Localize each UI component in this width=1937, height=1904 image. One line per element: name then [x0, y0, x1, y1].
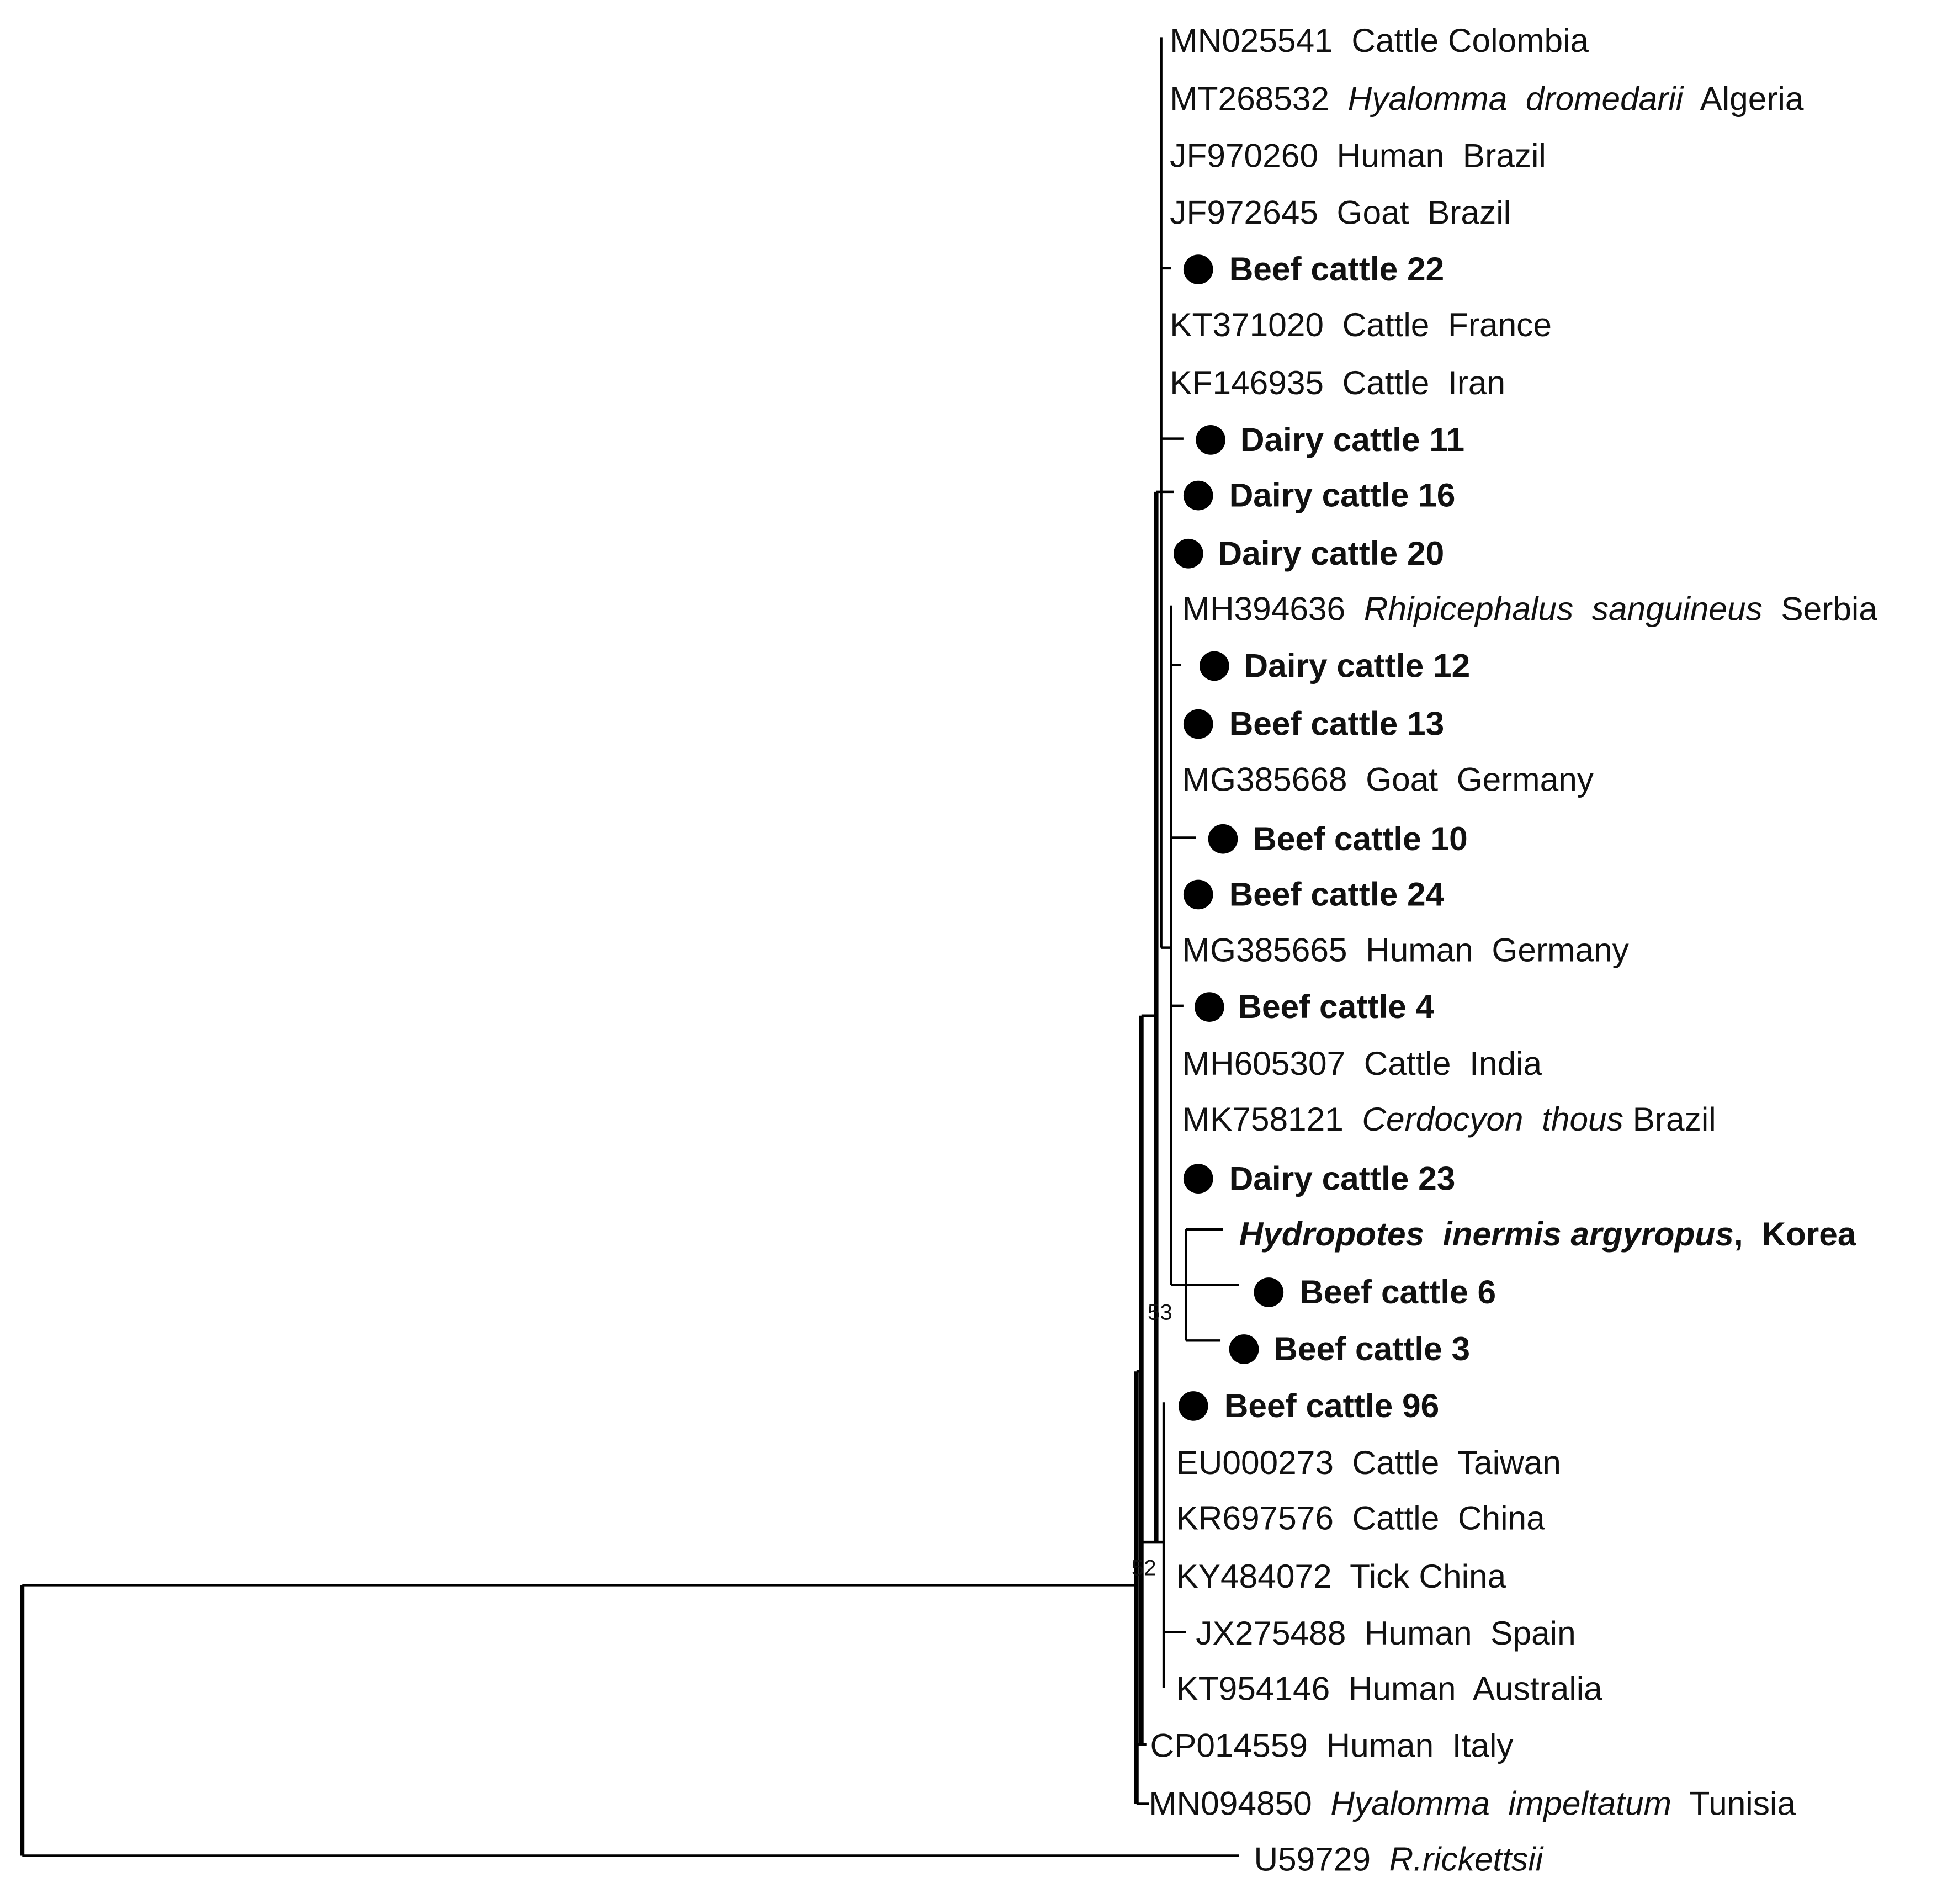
sample-marker-icon: [1184, 880, 1213, 910]
species-name: Cerdocyon thous: [1362, 1100, 1623, 1138]
leaf-name: [1170, 364, 1505, 401]
leaf-label: [1184, 876, 1445, 913]
sample-marker-icon: [1184, 709, 1213, 739]
sample-marker-icon: [1254, 1277, 1283, 1307]
leaf-label: [1176, 1444, 1561, 1481]
bootstrap-value: 52: [1131, 1555, 1156, 1581]
leaf-name: [1150, 1726, 1514, 1764]
leaf-name: [1170, 79, 1804, 117]
leaf-name: [1182, 590, 1878, 628]
leaf-name: [1238, 988, 1434, 1025]
leaf-text: Dairy cattle 11: [1240, 421, 1465, 459]
leaf-label: [1170, 79, 1804, 117]
leaf-text: Tunisia: [1671, 1784, 1796, 1822]
leaf-text: Dairy cattle 20: [1218, 534, 1445, 572]
leaf-label: [1179, 1387, 1439, 1424]
leaf-label: [1195, 988, 1435, 1025]
leaf-name: [1170, 193, 1511, 231]
leaf-text: MG385668 Goat Germany: [1182, 760, 1594, 798]
leaf-text: MH394636: [1182, 590, 1364, 628]
leaf-text: KY484072 Tick China: [1176, 1557, 1506, 1595]
leaf-text: MN094850: [1149, 1784, 1331, 1822]
leaf-label: [1182, 760, 1594, 798]
leaf-label: [1170, 364, 1505, 401]
leaf-text: KT954146 Human Australia: [1176, 1669, 1602, 1707]
leaf-text: Beef cattle 24: [1229, 875, 1445, 913]
leaf-name: [1218, 534, 1445, 572]
leaf-name: [1182, 760, 1594, 798]
species-name: R.rickettsii: [1389, 1840, 1543, 1878]
leaf-label: [1170, 193, 1511, 231]
leaf-text: Beef cattle 10: [1253, 819, 1468, 857]
leaf-name: [1182, 1044, 1542, 1082]
species-name: Rhipicephalus sanguineus: [1363, 590, 1763, 628]
leaf-label: [1254, 1840, 1543, 1878]
leaf-name: [1299, 1273, 1496, 1311]
tree-branches: [22, 37, 1239, 1855]
sample-marker-icon: [1184, 1164, 1213, 1194]
leaf-name: [1182, 1100, 1716, 1138]
leaf-text: Dairy cattle 16: [1229, 476, 1456, 514]
leaf-text: Dairy cattle 12: [1244, 646, 1471, 685]
leaf-labels: [1149, 22, 1877, 1878]
leaf-text: Beef cattle 96: [1224, 1387, 1440, 1425]
leaf-text: Serbia: [1762, 590, 1877, 628]
leaf-label: [1239, 1215, 1856, 1253]
leaf-label: [1184, 1159, 1455, 1197]
leaf-text: MT268532: [1170, 79, 1348, 118]
leaf-label: [1176, 1499, 1545, 1537]
leaf-name: [1224, 1387, 1440, 1424]
leaf-name: [1254, 1840, 1543, 1878]
leaf-label: [1200, 647, 1470, 685]
leaf-label: [1184, 476, 1455, 514]
leaf-label: [1208, 820, 1468, 857]
leaf-text: EU000273 Cattle Taiwan: [1176, 1444, 1561, 1482]
leaf-text: Beef cattle 4: [1238, 988, 1435, 1026]
leaf-text: MK758121: [1182, 1100, 1362, 1138]
leaf-text: MN025541 Cattle Colombia: [1170, 22, 1589, 60]
species-name: Hyalomma impeltatum: [1330, 1784, 1671, 1822]
sample-marker-icon: [1179, 1391, 1208, 1421]
leaf-label: [1196, 1614, 1575, 1652]
leaf-text: Beef cattle 13: [1229, 704, 1445, 742]
leaf-label: [1170, 306, 1552, 343]
leaf-name: [1182, 931, 1630, 968]
leaf-label: [1229, 1330, 1470, 1367]
leaf-name: [1244, 647, 1471, 685]
leaf-name: [1170, 22, 1589, 59]
leaf-text: MH605307 Cattle India: [1182, 1044, 1542, 1083]
leaf-text: Beef cattle 6: [1299, 1273, 1496, 1311]
leaf-name: [1176, 1670, 1602, 1707]
sample-marker-icon: [1184, 481, 1213, 511]
sample-marker-icon: [1200, 651, 1229, 681]
leaf-name: [1176, 1557, 1506, 1595]
leaf-label: [1182, 1044, 1542, 1082]
leaf-text: Dairy cattle 23: [1229, 1159, 1456, 1197]
species-name: Hydropotes inermis argyropus: [1239, 1214, 1734, 1253]
sample-marker-icon: [1174, 539, 1203, 569]
leaf-name: [1196, 1614, 1575, 1652]
leaf-label: [1149, 1785, 1796, 1822]
leaf-name: [1170, 136, 1546, 174]
leaf-text: Brazil: [1623, 1100, 1716, 1138]
species-name: Hyalomma dromedarii: [1347, 79, 1684, 118]
sample-marker-icon: [1195, 992, 1224, 1022]
leaf-name: [1149, 1785, 1796, 1822]
leaf-text: Beef cattle 22: [1229, 250, 1445, 288]
leaf-label: [1182, 1100, 1716, 1138]
leaf-text: KR697576 Cattle China: [1176, 1499, 1545, 1537]
leaf-name: [1273, 1330, 1470, 1367]
leaf-text: KT371020 Cattle France: [1170, 305, 1552, 343]
leaf-text: JF970260 Human Brazil: [1170, 136, 1546, 174]
leaf-name: [1229, 476, 1456, 514]
leaf-text: CP014559 Human Italy: [1150, 1726, 1514, 1764]
leaf-name: [1240, 421, 1464, 458]
leaf-text: U59729: [1254, 1840, 1389, 1878]
leaf-text: Beef cattle 3: [1273, 1330, 1471, 1368]
leaf-label: [1170, 22, 1589, 59]
bootstrap-value: 53: [1147, 1300, 1172, 1325]
leaf-text: Algeria: [1683, 79, 1804, 118]
leaf-name: [1176, 1444, 1561, 1481]
leaf-text: JX275488 Human Spain: [1196, 1614, 1576, 1652]
leaf-text: KF146935 Cattle Iran: [1170, 364, 1506, 402]
leaf-name: [1229, 1159, 1456, 1197]
leaf-label: [1184, 705, 1444, 742]
leaf-label: [1174, 534, 1444, 572]
leaf-label: [1182, 931, 1630, 968]
leaf-name: [1176, 1499, 1545, 1537]
sample-marker-icon: [1229, 1334, 1259, 1364]
leaf-label: [1176, 1557, 1506, 1595]
leaf-label: [1196, 421, 1464, 458]
leaf-label: [1182, 590, 1878, 628]
leaf-name: [1239, 1215, 1856, 1253]
leaf-label: [1184, 250, 1444, 288]
leaf-name: [1229, 876, 1445, 913]
leaf-label: [1254, 1273, 1496, 1311]
leaf-name: [1229, 705, 1445, 742]
leaf-text: JF972645 Goat Brazil: [1170, 193, 1511, 231]
sample-marker-icon: [1196, 425, 1225, 455]
leaf-name: [1170, 306, 1552, 343]
leaf-text: MG385665 Human Germany: [1182, 931, 1629, 969]
leaf-label: [1176, 1670, 1602, 1707]
leaf-label: [1170, 136, 1546, 174]
leaf-text: , Korea: [1733, 1214, 1856, 1253]
leaf-label: [1150, 1726, 1514, 1764]
leaf-name: [1229, 250, 1445, 288]
sample-marker-icon: [1208, 824, 1238, 854]
sample-marker-icon: [1184, 254, 1213, 284]
leaf-name: [1253, 820, 1468, 857]
